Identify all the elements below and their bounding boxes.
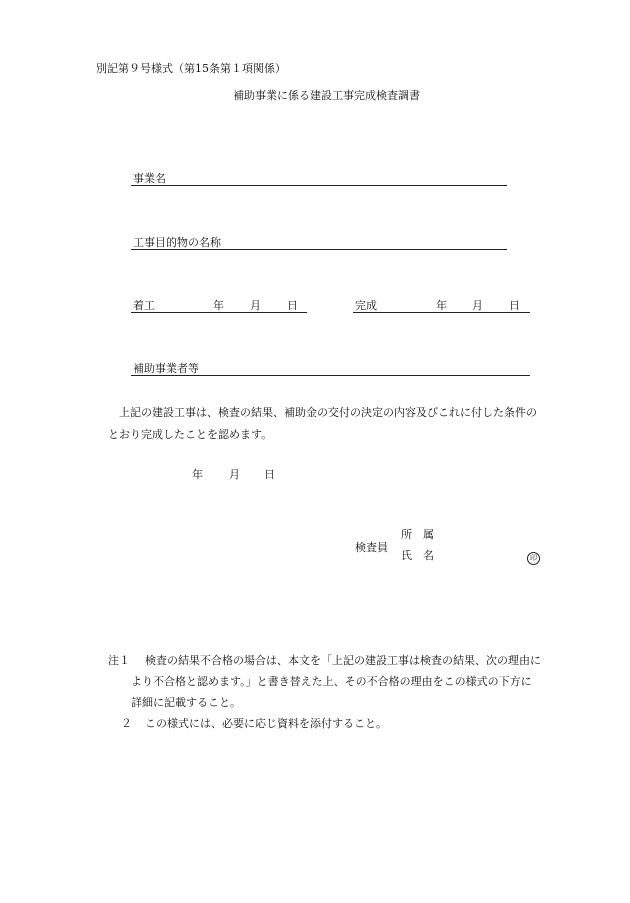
- seal-icon: 印: [527, 550, 540, 565]
- statement-line-1: 上記の建設工事は、検査の結果、補助金の交付の決定の内容及びこれに付した条件の: [119, 406, 537, 419]
- complete-date-field[interactable]: [353, 312, 530, 313]
- note-1-label: 注１: [108, 654, 130, 667]
- affiliation-label: 所 属: [401, 528, 434, 541]
- date-day-label: 日: [264, 468, 275, 481]
- complete-day-label: 日: [509, 299, 520, 312]
- note-1-line-3: 詳細に記載すること。: [131, 696, 241, 709]
- operator-field[interactable]: [131, 375, 530, 376]
- complete-label: 完成: [355, 299, 377, 312]
- project-name-label: 事業名: [133, 172, 166, 185]
- construction-object-label: 工事目的物の名称: [133, 236, 221, 249]
- note-1-line-1: 検査の結果不合格の場合は、本文を「上記の建設工事は検査の結果、次の理由に: [145, 654, 541, 667]
- complete-month-label: 月: [472, 299, 483, 312]
- statement-line-2: とおり完成したことを認めます。: [108, 428, 273, 441]
- start-label: 着工: [133, 299, 155, 312]
- form-id: 別記第９号様式（第15条第１項関係）: [96, 62, 286, 75]
- operator-label: 補助事業者等: [133, 362, 199, 375]
- name-label: 氏 名: [401, 549, 434, 562]
- date-year-label: 年: [192, 468, 203, 481]
- date-month-label: 月: [229, 468, 240, 481]
- project-name-field[interactable]: [131, 185, 507, 186]
- start-date-field[interactable]: [131, 312, 307, 313]
- start-month-label: 月: [250, 299, 261, 312]
- document-title: 補助事業に係る建設工事完成検査調書: [233, 89, 420, 102]
- complete-year-label: 年: [436, 299, 447, 312]
- start-day-label: 日: [287, 299, 298, 312]
- note-2-line-1: この様式には、必要に応じ資料を添付すること。: [145, 717, 387, 730]
- inspector-label: 検査員: [355, 541, 388, 554]
- construction-object-field[interactable]: [131, 249, 507, 250]
- start-year-label: 年: [213, 299, 224, 312]
- note-2-label: ２: [121, 717, 132, 730]
- note-1-line-2: より不合格と認めます。」と書き替えた上、その不合格の理由をこの様式の下方に: [131, 675, 532, 688]
